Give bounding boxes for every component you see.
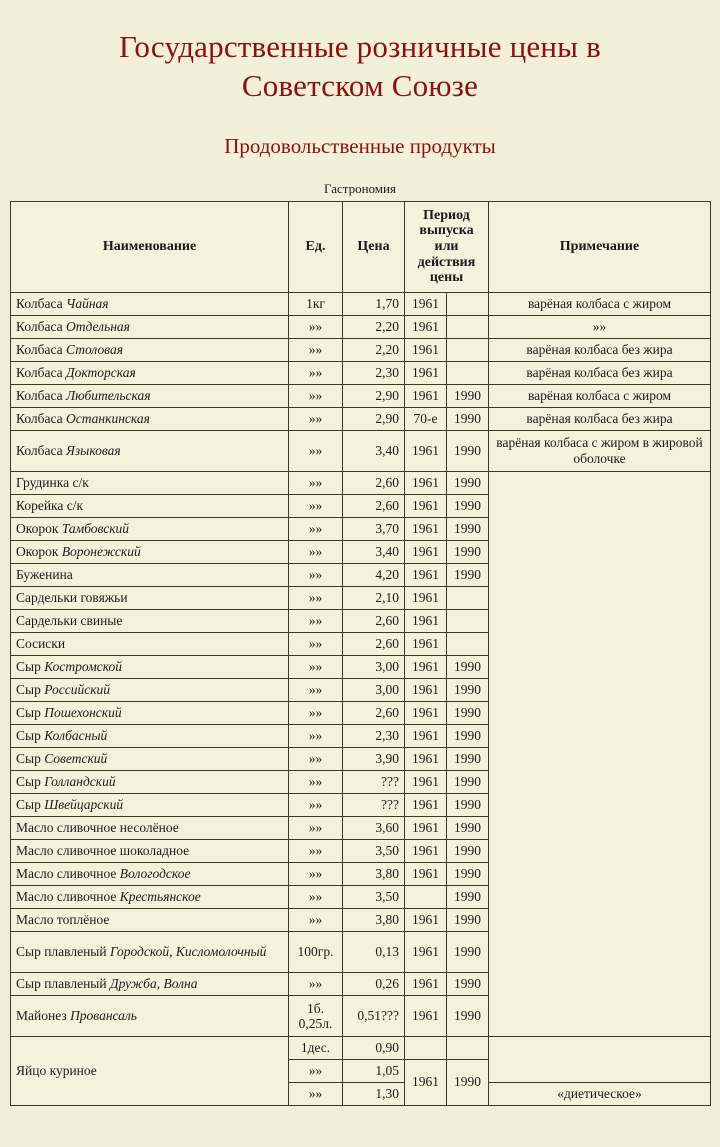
row-price: 2,60: [343, 609, 405, 632]
row-item-name: Сосиски: [11, 632, 289, 655]
row-item-name: Колбаса Отдельная: [11, 315, 289, 338]
row-item-name: Окорок Тамбовский: [11, 517, 289, 540]
row-period-end: [447, 586, 489, 609]
row-unit: »»: [289, 862, 343, 885]
row-period-end: 1990: [447, 747, 489, 770]
row-unit: »»: [289, 384, 343, 407]
table-row[interactable]: [11, 430, 711, 471]
row-period-end: 1990: [447, 793, 489, 816]
row-item-name-variety: Крестьянское: [119, 888, 201, 904]
column-header-unit: Ед.: [289, 201, 343, 292]
row-item-name-variety: Вологодское: [119, 865, 191, 881]
row-unit: »»: [289, 517, 343, 540]
row-price: 0,26: [343, 972, 405, 995]
row-unit: »»: [289, 586, 343, 609]
row-note: варёная колбаса без жира: [489, 361, 711, 384]
row-item-name: Окорок Воронежский: [11, 540, 289, 563]
row-period-start: 1961: [405, 931, 447, 972]
row-item-name: Колбаса Языковая: [11, 430, 289, 471]
row-item-name: Масло сливочное Вологодское: [11, 862, 289, 885]
table-header: [11, 201, 711, 292]
row-item-name: Корейка с/к: [11, 494, 289, 517]
row-price: 0,90: [343, 1036, 405, 1059]
row-period-start: 1961: [405, 632, 447, 655]
row-item-name-variety: Любительская: [66, 387, 151, 403]
section-label: Гастрономия: [324, 180, 396, 196]
row-item-name-variety: Голландский: [44, 773, 116, 789]
row-item-name-variety: Останкинская: [66, 410, 150, 426]
row-period-start: 1961: [405, 586, 447, 609]
row-period-start: 1961: [405, 701, 447, 724]
row-unit: »»: [289, 315, 343, 338]
row-price: 2,20: [343, 338, 405, 361]
row-period-end: 1990: [447, 816, 489, 839]
row-price: 2,60: [343, 632, 405, 655]
row-period-end: 1990: [447, 540, 489, 563]
row-unit: »»: [289, 908, 343, 931]
row-unit: »»: [289, 632, 343, 655]
row-period-start: 1961: [405, 540, 447, 563]
row-period-end: 1990: [447, 885, 489, 908]
row-period-start: 1961: [405, 724, 447, 747]
column-header-name: Наименование: [11, 201, 289, 292]
row-item-name-variety: Языковая: [66, 442, 121, 458]
price-table: [10, 201, 711, 1106]
row-item-name-variety: Советский: [44, 750, 108, 766]
table-row[interactable]: [11, 338, 711, 361]
row-period-end: 1990: [447, 862, 489, 885]
row-unit: »»: [289, 701, 343, 724]
row-item-name: Сыр Пошехонский: [11, 701, 289, 724]
row-unit: »»: [289, 563, 343, 586]
row-unit: »»: [289, 793, 343, 816]
row-period-end: 1990: [447, 724, 489, 747]
row-period-end: 1990: [447, 471, 489, 494]
row-price: 2,60: [343, 471, 405, 494]
row-item-name-variety: Отдельная: [66, 318, 130, 334]
row-note: варёная колбаса без жира: [489, 407, 711, 430]
row-period-end: 1990: [447, 494, 489, 517]
row-period-end: 1990: [447, 931, 489, 972]
row-item-name: Яйцо куриное: [11, 1036, 289, 1105]
row-item-name-variety: Докторская: [66, 364, 136, 380]
row-note: варёная колбаса с жиром: [489, 292, 711, 315]
table-header-row: [11, 201, 711, 292]
row-item-name: Сыр плавленый Дружба, Волна: [11, 972, 289, 995]
row-item-name: Сыр Костромской: [11, 655, 289, 678]
row-item-name-variety: Швейцарский: [44, 796, 124, 812]
row-period-end: [447, 1036, 489, 1059]
row-period-end: [447, 315, 489, 338]
row-unit: »»: [289, 1082, 343, 1105]
row-period-end: 1990: [447, 678, 489, 701]
row-unit: »»: [289, 338, 343, 361]
row-period-end: 1990: [447, 1059, 489, 1105]
row-price: 3,40: [343, 540, 405, 563]
page-title-line-1: Государственные розничные цены в: [119, 29, 601, 64]
row-period-end: 1990: [447, 563, 489, 586]
row-price: 3,80: [343, 862, 405, 885]
row-item-name: Масло сливочное Крестьянское: [11, 885, 289, 908]
row-period-start: 1961: [405, 292, 447, 315]
row-period-end: 1990: [447, 655, 489, 678]
row-period-end: 1990: [447, 407, 489, 430]
row-item-name: Сардельки свиные: [11, 609, 289, 632]
row-item-name-variety: Дружба, Волна: [109, 975, 198, 991]
row-price: 3,40: [343, 430, 405, 471]
column-header-period: Период выпуска или действия цены: [405, 201, 489, 292]
row-item-name: Масло топлёное: [11, 908, 289, 931]
table-row[interactable]: [11, 315, 711, 338]
row-item-name-variety: Пошехонский: [44, 704, 122, 720]
row-period-start: 1961: [405, 747, 447, 770]
row-item-name-variety: Воронежский: [61, 543, 141, 559]
row-period-start: 1961: [405, 494, 447, 517]
row-period-end: [447, 632, 489, 655]
page-title-line-2: Советском Союзе: [241, 67, 479, 103]
row-period-end: 1990: [447, 839, 489, 862]
row-item-name-variety: Чайная: [66, 295, 109, 311]
row-price: 2,60: [343, 701, 405, 724]
row-item-name: Сыр Советский: [11, 747, 289, 770]
row-unit: 1б. 0,25л.: [289, 995, 343, 1036]
table-row[interactable]: [11, 1036, 711, 1059]
row-period-start: 1961: [405, 908, 447, 931]
row-period-start: 1961: [405, 517, 447, 540]
row-unit: »»: [289, 839, 343, 862]
row-price: 3,80: [343, 908, 405, 931]
row-period-start: 1961: [405, 862, 447, 885]
row-period-start: 1961: [405, 430, 447, 471]
row-item-name: Масло сливочное шоколадное: [11, 839, 289, 862]
row-price: 2,90: [343, 407, 405, 430]
row-period-end: 1990: [447, 430, 489, 471]
row-period-end: 1990: [447, 770, 489, 793]
row-item-name: Колбаса Останкинская: [11, 407, 289, 430]
row-unit: 1дес.: [289, 1036, 343, 1059]
row-unit: 1кг: [289, 292, 343, 315]
row-unit: »»: [289, 471, 343, 494]
row-note: варёная колбаса с жиром в жировой оболочке: [489, 430, 711, 471]
row-price: 3,50: [343, 839, 405, 862]
row-price: ???: [343, 793, 405, 816]
row-period-end: [447, 609, 489, 632]
row-item-name: Масло сливочное несолёное: [11, 816, 289, 839]
row-item-name-variety: Провансаль: [70, 1007, 137, 1023]
row-price: 0,13: [343, 931, 405, 972]
row-note: варёная колбаса с жиром: [489, 384, 711, 407]
column-header-note: Примечание: [489, 201, 711, 292]
row-period-start: 1961: [405, 563, 447, 586]
row-period-end: 1990: [447, 384, 489, 407]
row-period-start: [405, 1036, 447, 1059]
row-period-end: 1990: [447, 972, 489, 995]
row-period-start: 1961: [405, 471, 447, 494]
row-item-name: Сыр плавленый Городской, Кисломолочный: [11, 931, 289, 972]
row-item-name-variety: Тамбовский: [61, 520, 130, 536]
table-row[interactable]: [11, 384, 711, 407]
row-item-name: Грудинка с/к: [11, 471, 289, 494]
row-period-end: 1990: [447, 517, 489, 540]
row-item-name: Колбаса Докторская: [11, 361, 289, 384]
row-price: 2,10: [343, 586, 405, 609]
row-period-start: 1961: [405, 338, 447, 361]
row-price: 3,50: [343, 885, 405, 908]
row-period-start: 1961: [405, 816, 447, 839]
row-period-start: 1961: [405, 384, 447, 407]
row-price: 2,60: [343, 494, 405, 517]
row-unit: »»: [289, 609, 343, 632]
table-row[interactable]: [11, 292, 711, 315]
row-price: 2,30: [343, 724, 405, 747]
column-header-price: Цена: [343, 201, 405, 292]
row-item-name: Буженина: [11, 563, 289, 586]
row-price: 2,90: [343, 384, 405, 407]
row-period-end: 1990: [447, 701, 489, 724]
row-period-end: [447, 338, 489, 361]
row-item-name: Сардельки говяжьи: [11, 586, 289, 609]
row-price: 1,70: [343, 292, 405, 315]
row-item-name: Колбаса Столовая: [11, 338, 289, 361]
row-price: 3,90: [343, 747, 405, 770]
row-item-name: Майонез Провансаль: [11, 995, 289, 1036]
row-note: [489, 471, 711, 1036]
row-price: ???: [343, 770, 405, 793]
table-body: [11, 292, 711, 1105]
row-period-start: 1961: [405, 770, 447, 793]
row-unit: »»: [289, 540, 343, 563]
row-unit: »»: [289, 972, 343, 995]
page-subtitle: Продовольственные продукты: [224, 133, 496, 158]
row-item-name: Колбаса Чайная: [11, 292, 289, 315]
table-row[interactable]: [11, 471, 711, 494]
row-period-end: [447, 361, 489, 384]
row-unit: »»: [289, 430, 343, 471]
row-item-name: Сыр Российский: [11, 678, 289, 701]
row-price: 3,70: [343, 517, 405, 540]
row-unit: 100гр.: [289, 931, 343, 972]
row-item-name-variety: Городской, Кисломолочный: [109, 944, 267, 960]
row-price: 0,51???: [343, 995, 405, 1036]
row-period-start: 1961: [405, 839, 447, 862]
row-note: «диетическое»: [489, 1082, 711, 1105]
row-unit: »»: [289, 678, 343, 701]
row-period-start: 1961: [405, 609, 447, 632]
row-unit: »»: [289, 1059, 343, 1082]
row-item-name-variety: Колбасный: [44, 727, 108, 743]
row-item-name: Сыр Колбасный: [11, 724, 289, 747]
table-row[interactable]: [11, 407, 711, 430]
row-item-name-variety: Столовая: [66, 341, 123, 357]
row-price: 3,00: [343, 655, 405, 678]
row-period-start: 1961: [405, 678, 447, 701]
row-note: варёная колбаса без жира: [489, 338, 711, 361]
row-period-end: 1990: [447, 908, 489, 931]
row-price: 1,05: [343, 1059, 405, 1082]
row-price: 3,60: [343, 816, 405, 839]
row-period-start: 1961: [405, 1059, 447, 1105]
row-unit: »»: [289, 494, 343, 517]
row-period-start: 1961: [405, 315, 447, 338]
row-period-start: 1961: [405, 995, 447, 1036]
row-item-name: Сыр Швейцарский: [11, 793, 289, 816]
table-row[interactable]: [11, 361, 711, 384]
row-unit: »»: [289, 407, 343, 430]
row-period-end: [447, 292, 489, 315]
row-unit: »»: [289, 361, 343, 384]
page-title: [10, 28, 710, 106]
row-unit: »»: [289, 816, 343, 839]
row-unit: »»: [289, 724, 343, 747]
row-unit: »»: [289, 885, 343, 908]
row-note: »»: [489, 315, 711, 338]
row-period-end: 1990: [447, 995, 489, 1036]
row-item-name: Колбаса Любительская: [11, 384, 289, 407]
row-item-name: Сыр Голландский: [11, 770, 289, 793]
row-period-start: 1961: [405, 972, 447, 995]
row-price: 1,30: [343, 1082, 405, 1105]
row-price: 4,20: [343, 563, 405, 586]
row-item-name-variety: Российский: [44, 681, 111, 697]
row-period-start: 1961: [405, 655, 447, 678]
row-unit: »»: [289, 770, 343, 793]
row-price: 2,20: [343, 315, 405, 338]
row-price: 2,30: [343, 361, 405, 384]
row-price: 3,00: [343, 678, 405, 701]
row-period-start: [405, 885, 447, 908]
row-unit: »»: [289, 655, 343, 678]
row-item-name-variety: Костромской: [44, 658, 123, 674]
row-period-start: 70-е: [405, 407, 447, 430]
row-period-start: 1961: [405, 793, 447, 816]
row-period-start: 1961: [405, 361, 447, 384]
row-unit: »»: [289, 747, 343, 770]
row-note: [489, 1036, 711, 1082]
